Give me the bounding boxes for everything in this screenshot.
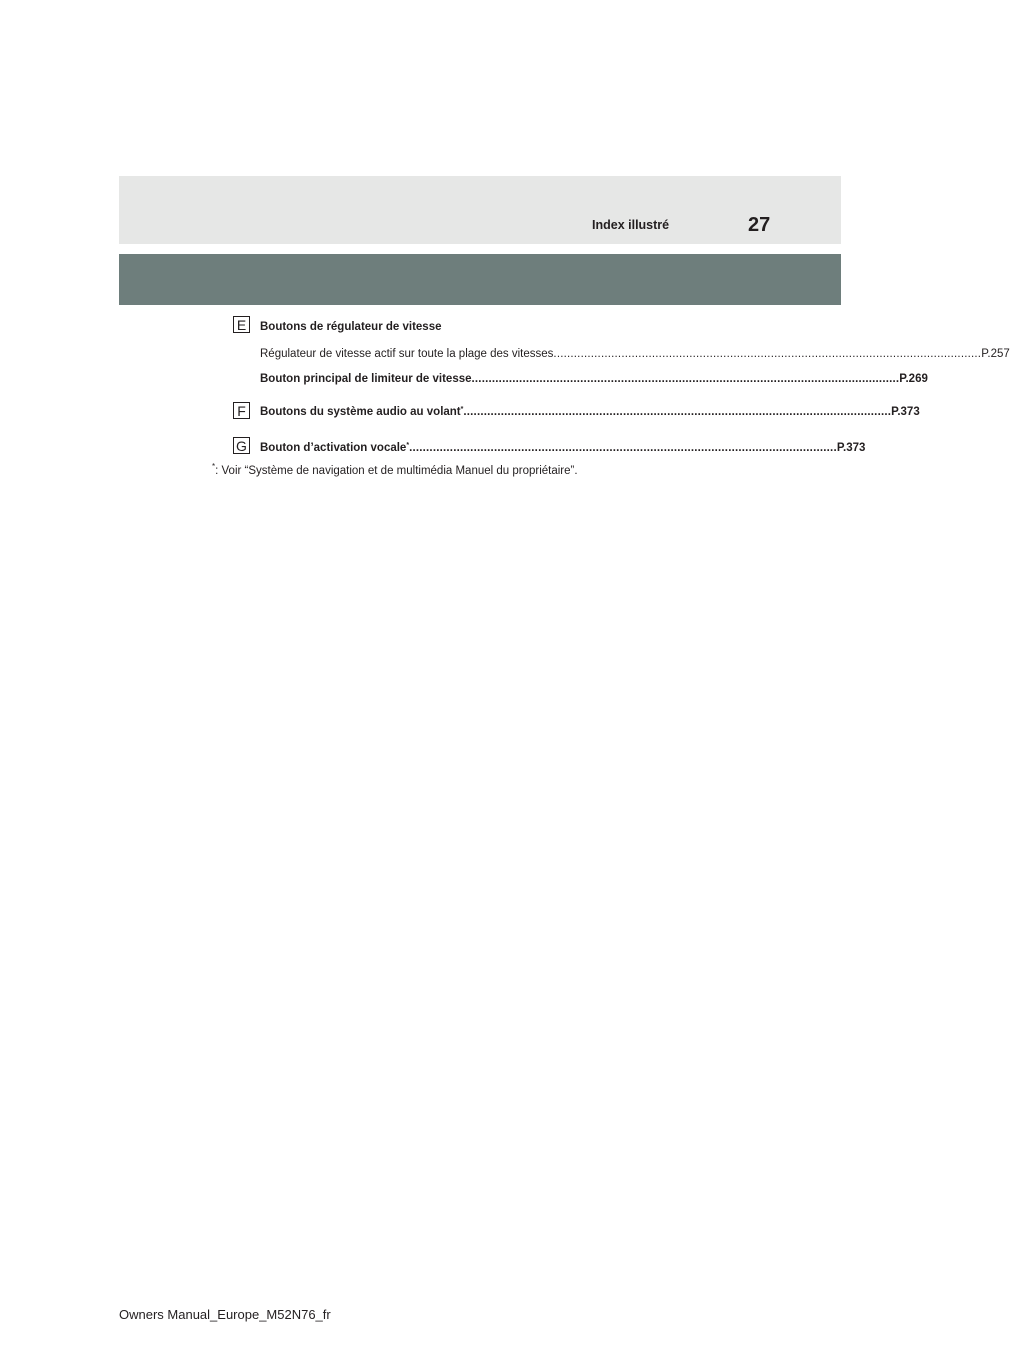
entry-g-asterisk: *	[406, 442, 410, 449]
letter-box-e: E	[233, 316, 250, 333]
leader-dots: ..............................................................................................................................	[409, 442, 837, 454]
letter-box-g: G	[233, 437, 250, 454]
footer-doc-id: Owners Manual_Europe_M52N76_fr	[119, 1307, 331, 1322]
entry-f-label: Boutons du système audio au volant*	[260, 406, 464, 418]
letter-box-f: F	[233, 402, 250, 419]
footnote-text: : Voir “Système de navigation et de multimédia Manuel du propriétaire”.	[215, 465, 578, 477]
entry-e-sub2-label: Bouton principal de limiteur de vitesse	[260, 373, 472, 385]
entry-f-asterisk: *	[460, 406, 464, 413]
leader-dots: ..............................................................................................................................	[553, 348, 982, 360]
footnote-mark: *	[212, 462, 216, 471]
section-title: Index illustré	[592, 218, 670, 232]
entry-f[interactable]	[260, 405, 920, 419]
entry-e-title	[260, 320, 722, 334]
header-band	[119, 176, 841, 244]
entry-e-sub1-page[interactable]: P.257	[981, 348, 1010, 360]
entry-e-sub2[interactable]	[260, 372, 928, 386]
leader-dots: ..............................................................................................................................	[471, 373, 900, 385]
entry-e-title-text: Boutons de régulateur de vitesse	[260, 321, 442, 333]
entry-g-label: Bouton d’activation vocale*	[260, 442, 410, 454]
leader-dots: ..............................................................................................................................	[463, 406, 892, 418]
page-number: 27	[748, 214, 771, 236]
entry-e-sub2-page[interactable]: P.269	[899, 373, 928, 385]
footnote	[212, 462, 578, 477]
title-bar	[119, 254, 841, 305]
entry-e-sub1-label: Régulateur de vitesse actif sur toute la plage des vitesses	[260, 348, 554, 360]
entry-g-page[interactable]: P.373	[836, 442, 866, 454]
entry-g[interactable]	[260, 441, 866, 455]
entry-e-sub1[interactable]	[260, 347, 1010, 361]
entry-f-page[interactable]: P.373	[891, 406, 920, 418]
